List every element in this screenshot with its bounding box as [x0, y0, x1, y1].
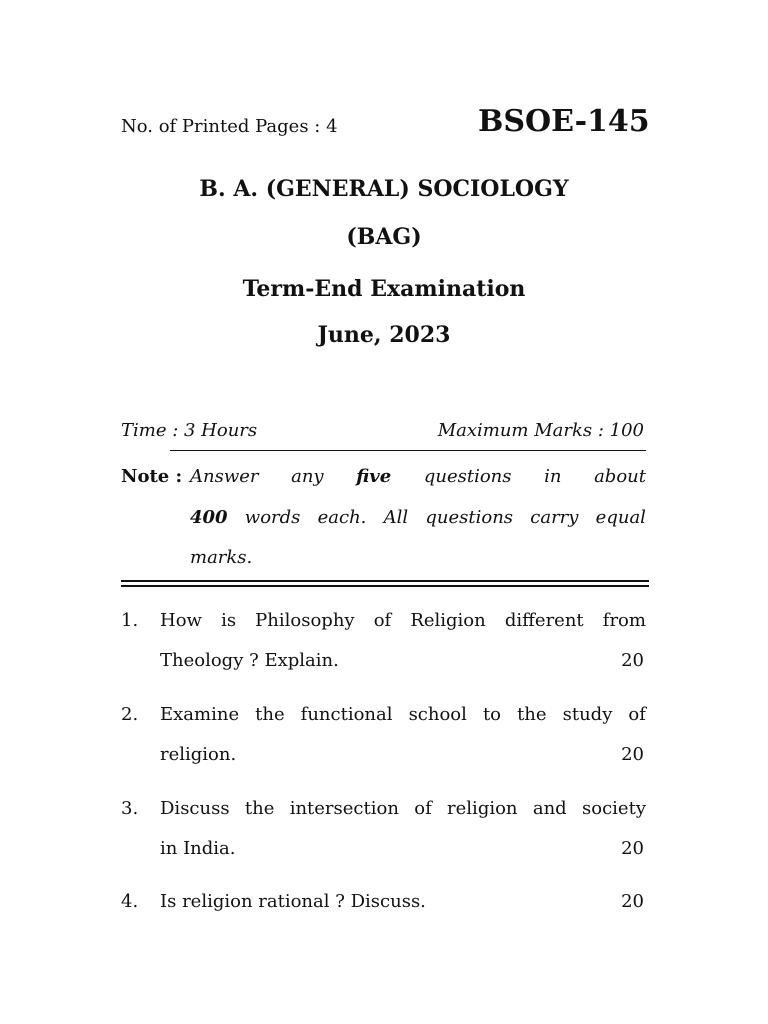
- time-allowed: Time : 3 Hours: [121, 420, 258, 441]
- question-word: Philosophy: [255, 610, 355, 631]
- question-1-line-1: [160, 610, 646, 631]
- note-word: each.: [317, 507, 367, 528]
- note-word: questions: [425, 507, 514, 528]
- question-1-marks: 20: [621, 650, 644, 671]
- question-4-line-1: Is religion rational ? Discuss.: [160, 891, 426, 912]
- question-word: school: [408, 704, 467, 725]
- programme-code: (BAG): [346, 224, 422, 250]
- question-3-number: 3.: [121, 798, 139, 819]
- question-2-line-2: religion.: [160, 744, 237, 765]
- note-word: equal: [595, 507, 646, 528]
- question-1-number: 1.: [121, 610, 139, 631]
- question-word: and: [532, 798, 567, 819]
- question-word: study: [562, 704, 613, 725]
- question-word: of: [373, 610, 392, 631]
- note-word: in: [544, 466, 562, 487]
- question-word: of: [628, 704, 646, 725]
- question-3-line-2: in India.: [160, 838, 236, 859]
- exam-session: June, 2023: [317, 322, 451, 348]
- printed-pages-count: No. of Printed Pages : 4: [121, 116, 338, 137]
- question-word: to: [482, 704, 502, 725]
- maximum-marks: Maximum Marks : 100: [437, 420, 644, 441]
- question-word: Examine: [160, 704, 240, 725]
- question-word: is: [221, 610, 237, 631]
- note-word: All: [383, 507, 409, 528]
- double-divider-rule: [121, 580, 649, 587]
- note-word-emphasis: five: [356, 466, 392, 487]
- question-word: different: [504, 610, 584, 631]
- question-word: Discuss: [160, 798, 230, 819]
- question-word: How: [160, 610, 202, 631]
- divider-rule: [170, 450, 646, 451]
- programme-title: B. A. (GENERAL) SOCIOLOGY: [199, 176, 569, 202]
- question-1-line-2: Theology ? Explain.: [160, 650, 339, 671]
- note-word-emphasis: 400: [190, 507, 228, 528]
- question-4-number: 4.: [121, 891, 139, 912]
- note-word: questions: [423, 466, 512, 487]
- note-word: any: [291, 466, 324, 487]
- question-4-marks: 20: [621, 891, 644, 912]
- question-word: from: [602, 610, 646, 631]
- note-word: words: [244, 507, 301, 528]
- question-2-number: 2.: [121, 704, 139, 725]
- question-word: Religion: [410, 610, 486, 631]
- note-line-3: marks.: [190, 547, 253, 568]
- note-word: Answer: [190, 466, 259, 487]
- question-word: of: [414, 798, 432, 819]
- question-word: the: [255, 704, 285, 725]
- question-word: the: [244, 798, 275, 819]
- question-word: functional: [300, 704, 393, 725]
- note-word: carry: [530, 507, 579, 528]
- note-line-1: [190, 466, 646, 487]
- question-3-marks: 20: [621, 838, 644, 859]
- paper-code: BSOE-145: [478, 104, 650, 139]
- question-word: the: [517, 704, 547, 725]
- note-word: about: [594, 466, 646, 487]
- question-3-line-1: [160, 798, 646, 819]
- note-label: Note :: [121, 466, 183, 487]
- question-2-marks: 20: [621, 744, 644, 765]
- question-2-line-1: [160, 704, 646, 725]
- exam-title: Term-End Examination: [242, 276, 526, 302]
- question-word: religion: [447, 798, 518, 819]
- question-word: society: [582, 798, 646, 819]
- question-word: intersection: [289, 798, 399, 819]
- note-line-2: [190, 507, 646, 528]
